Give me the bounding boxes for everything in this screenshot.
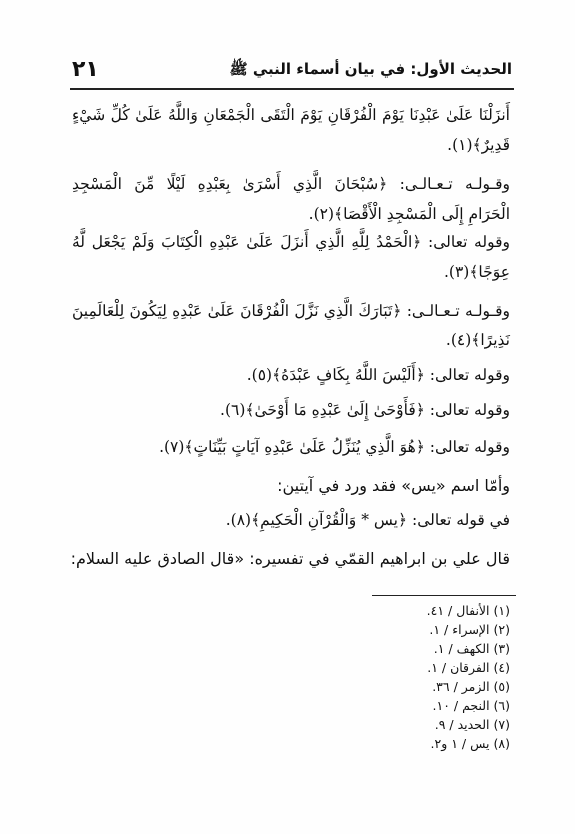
text-line-7: وقـولـه تـعـالـى: ﴿تَبَارَكَ الَّذِي نَزَّلَ الْفُرْقَانَ عَلَىٰ عَبْدِهِ لِيَكُونَ لِلْعَالَمِينَ <box>72 302 510 320</box>
footnote-8: (٨) يس / ١ و٢. <box>430 736 510 751</box>
text-line-13: في قوله تعالى: ﴿يس * وَالْقُرْآنِ الْحَكِيمِ﴾(٨). <box>225 511 510 529</box>
footnote-1: (١) الأنفال / ٤١. <box>426 603 510 618</box>
footnote-2: (٢) الإسراء / ١. <box>429 622 510 637</box>
footnotes <box>310 601 510 753</box>
footnote-4: (٤) الفرقان / ١. <box>427 660 510 675</box>
footnote-divider <box>372 595 516 596</box>
page-header <box>72 57 512 86</box>
text-line-3: وقـولـه تـعـالـى: ﴿سُبْحَانَ الَّذِي أَسْرَىٰ بِعَبْدِهِ لَيْلًا مِّنَ الْمَسْجِدِ <box>72 175 510 193</box>
footnote-5: (٥) الزمر / ٣٦. <box>432 679 510 694</box>
text-line-10: وقوله تعالى: ﴿فَأَوْحَىٰ إِلَىٰ عَبْدِهِ مَا أَوْحَىٰ﴾(٦). <box>220 401 510 419</box>
footnote-6: (٦) النجم / ١٠. <box>432 698 510 713</box>
text-line-4: الْحَرَامِ إِلَى الْمَسْجِدِ الْأَقْصَا﴾(٢). <box>308 205 510 223</box>
text-line-1: أَنزَلْنَا عَلَىٰ عَبْدِنَا يَوْمَ الْفُرْقَانِ يَوْمَ الْتَقَى الْجَمْعَانِ وَاللَّهُ عَلَىٰ كُلِّ شَيْءٍ <box>72 106 510 124</box>
footnote-3: (٣) الكهف / ١. <box>433 641 510 656</box>
running-title: الحديث الأول: في بيان أسماء النبي ﷺ <box>229 60 512 78</box>
text-line-14: قال علي بن ابراهيم القمّي في تفسيره: «قال الصادق عليه السلام: <box>70 549 510 568</box>
text-line-5: وقوله تعالى: ﴿الْحَمْدُ لِلَّهِ الَّذِي أَنزَلَ عَلَىٰ عَبْدِهِ الْكِتَابَ وَلَمْ يَجْعَل لَّهُ <box>72 233 510 251</box>
text-line-8: نَذِيرًا﴾(٤). <box>445 331 510 349</box>
text-line-12: وأمّا اسم «يس» فقد ورد في آيتين: <box>277 476 510 495</box>
text-line-9: وقوله تعالى: ﴿أَلَيْسَ اللَّهُ بِكَافٍ عَبْدَهُ﴾(٥). <box>246 366 510 384</box>
text-line-11: وقوله تعالى: ﴿هُوَ الَّذِي يُنَزِّلُ عَلَىٰ عَبْدِهِ آيَاتٍ بَيِّنَاتٍ﴾(٧). <box>159 438 510 456</box>
header-divider <box>70 88 514 90</box>
text-line-6: عِوَجًا﴾(٣). <box>443 263 510 281</box>
footnote-7: (٧) الحديد / ٩. <box>434 717 510 732</box>
page-number: ٢١ <box>72 57 99 82</box>
text-line-2: قَدِيرٌ﴾(١). <box>447 136 510 154</box>
